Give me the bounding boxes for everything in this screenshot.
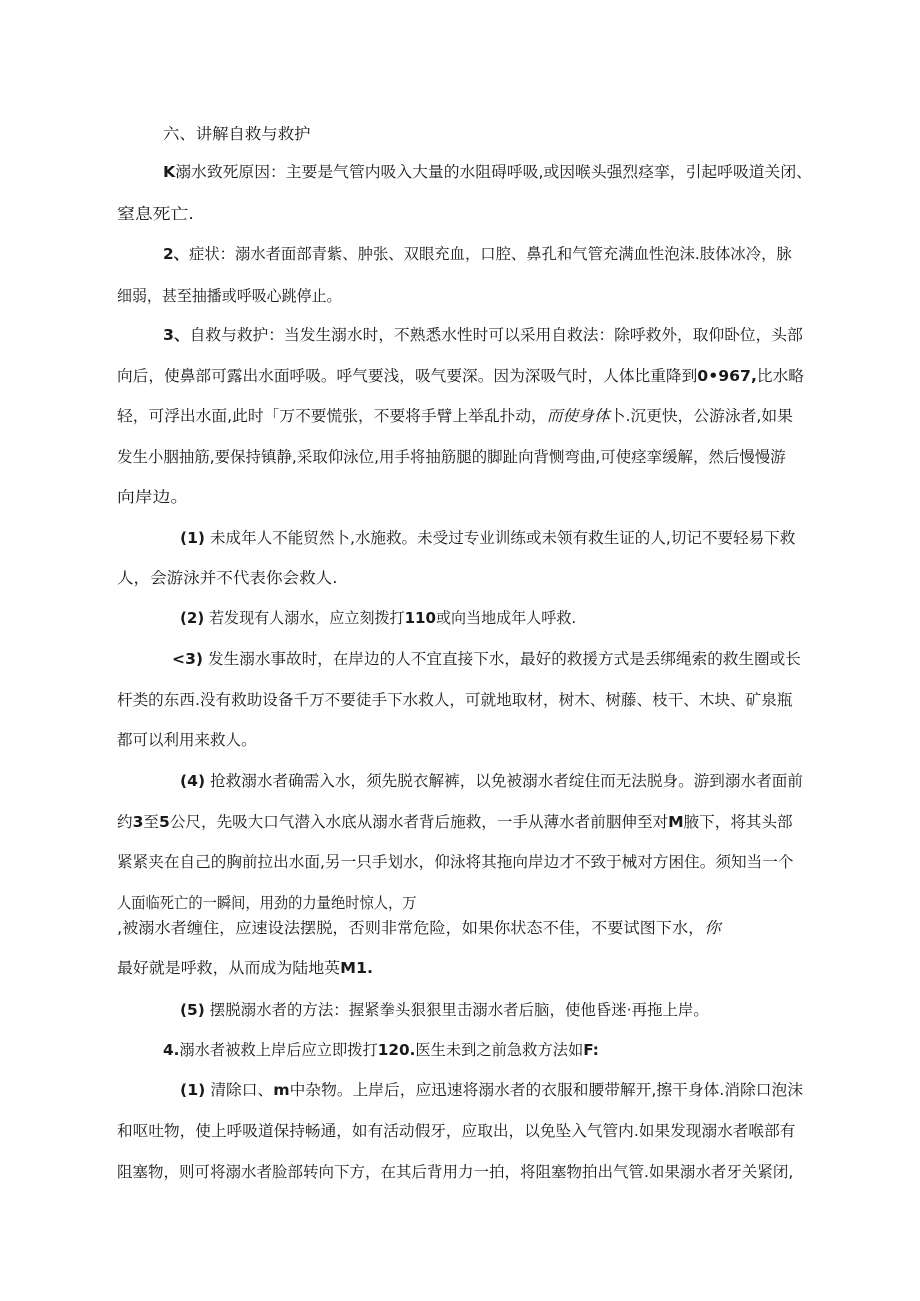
text-run: 你 (704, 919, 721, 937)
text-run: 卜.沉更快，公游泳者,如果 (609, 407, 793, 425)
paragraph-line (117, 204, 194, 224)
paragraph-line (172, 649, 801, 669)
text-run: 症状：溺水者面部青紫、肿张、双眼充血，口腔、鼻孔和气管充满血性泡沫.肢体冰冷，脉 (189, 245, 792, 263)
paragraph-line (163, 162, 812, 182)
text-run: 0•967, (697, 367, 757, 385)
text-run: 约 (117, 813, 133, 831)
paragraph-line (163, 244, 792, 264)
paragraph-line (117, 893, 417, 913)
text-run: 而使身体 (546, 407, 610, 425)
text-run: 医生未到之前急救方法如 (415, 1041, 584, 1059)
text-run: 最好就是呼救，从而成为陆地英 (117, 959, 341, 977)
paragraph-line (117, 366, 804, 386)
text-run: 2、 (163, 245, 190, 263)
paragraph-line (117, 286, 342, 306)
paragraph-line (117, 690, 792, 710)
text-run: 轻，可浮出水面,此时「万不要慌张，不要将手臂上举乱扑动， (117, 407, 547, 425)
text-run: 至 (143, 813, 160, 831)
text-run: 溺水者被救上岸后应立即拨打 (179, 1041, 378, 1059)
section-heading: 六、讲解自救与救护 (163, 125, 311, 143)
text-run: (1) (180, 529, 206, 547)
text-run: ,被溺水者缠住，应速设法摆脱，否则非常危险，如果你状态不佳，不要试图下水， (117, 919, 705, 937)
text-run: 窒息死亡. (117, 205, 194, 223)
text-run: (5) (180, 1001, 205, 1019)
paragraph-line (117, 812, 793, 832)
text-run: 若发现有人溺水，应立刻拨打 (204, 609, 405, 627)
text-run: 细弱，甚至抽播或呼吸心跳停止。 (117, 287, 342, 305)
text-run: 人面临死亡的一瞬间，用劲的力量绝时惊人，万 (117, 894, 417, 912)
text-run: 杆类的东西.没有救助设备千万不要徒手下水救人，可就地取材，树木、树藤、枝干、木块、矿泉瓶 (117, 691, 793, 709)
text-run: 3 (132, 813, 144, 831)
text-run: K (163, 163, 176, 181)
text-run: <3) (172, 650, 204, 668)
text-run: (1) (180, 1081, 206, 1099)
text-run: 120. (377, 1041, 416, 1059)
text-run: 摆脱溺水者的方法：握紧拳头狠狠里击溺水者后脑，使他昏迷·再拖上岸。 (204, 1001, 709, 1019)
paragraph-line (117, 1162, 793, 1182)
text-run: F: (583, 1041, 599, 1059)
text-run: 发生溺水事故时，在岸边的人不宜直接下水，最好的救援方式是丢绑绳索的救生圈或长 (203, 650, 801, 668)
paragraph-line (117, 1121, 795, 1141)
text-run: 中杂物。上岸后，应迅速将溺水者的衣服和腰带解开,擦干身体.消除口泡沫 (289, 1081, 803, 1099)
paragraph-line (163, 1040, 599, 1060)
text-run: 自救与救护：当发生溺水时，不熟悉水性时可以采用自救法：除呼救外，取仰卧位，头部 (189, 326, 803, 344)
text-run: 紧紧夹在自己的胸前拉出水面,另一只手划水，仰泳将其拖向岸边才不致于械对方困住。须知当一个 (117, 853, 794, 871)
text-run: (2) (180, 609, 205, 627)
text-run: 4. (163, 1041, 180, 1059)
paragraph-line (163, 325, 803, 345)
text-run: 3、 (163, 326, 190, 344)
text-run: 人，会游泳并不代表你会救人. (117, 569, 338, 587)
paragraph-line (117, 730, 257, 750)
paragraph-line (180, 771, 803, 791)
paragraph-line (117, 918, 721, 938)
text-run: 向岸边。 (117, 488, 189, 506)
text-run: 抢救溺水者确需入水，须先脱衣解裤，以免被溺水者绽住而无法脱身。游到溺水者面前 (205, 772, 803, 790)
text-run: 清除口、 (205, 1081, 274, 1099)
text-run: 110 (404, 609, 436, 627)
paragraph-line (117, 487, 188, 507)
text-run: 比水略 (756, 367, 804, 385)
paragraph-line (117, 958, 373, 978)
paragraph-line (180, 528, 795, 548)
paragraph-line (180, 1000, 709, 1020)
text-run: 或向当地成年人呼救. (435, 609, 577, 627)
text-run: (4) (180, 772, 206, 790)
text-run: M1. (340, 959, 374, 977)
paragraph-line (117, 568, 337, 588)
text-run: 腋下，将其头部 (683, 813, 793, 831)
text-run: m (273, 1081, 290, 1099)
paragraph-line (117, 406, 793, 426)
paragraph-line (117, 852, 793, 872)
text-run: 溺水致死原因：主要是气管内吸入大量的水阻碍呼吸,或因喉头强烈痉挛，引起呼吸道关闭、 (175, 163, 812, 181)
text-run: 向后，使鼻部可露出水面呼吸。呼气要浅，吸气要深。因为深吸气时，人体比重降到 (117, 367, 698, 385)
text-run: 阻塞物，则可将溺水者脸部转向下方，在其后背用力一拍，将阻塞物拍出气管.如果溺水者牙关紧闭, (117, 1163, 794, 1181)
text-run: 都可以利用来救人。 (117, 731, 257, 749)
text-run: 和呕吐物，使上呼吸道保持畅通，如有活动假牙，应取出，以免坠入气管内.如果发现溺水者喉部有 (117, 1122, 796, 1140)
text-run: 5 (159, 813, 170, 831)
paragraph-line (180, 1080, 803, 1100)
text-run: 发生小胭抽筋,要保持镇静,采取仰泳位,用手将抽筋腿的脚趾向背恻弯曲,可使痉挛缓解，然后慢慢游 (117, 448, 786, 466)
text-run: 公尺，先吸大口气潜入水底从溺水者背后施救，一手从薄水者前胭伸至对 (169, 813, 669, 831)
paragraph-line (117, 447, 786, 467)
text-run: M (668, 813, 684, 831)
paragraph-line (180, 608, 576, 628)
text-run: 未成年人不能贸然卜,水施救。未受过专业训练或未领有救生证的人,切记不要轻易下救 (205, 529, 796, 547)
